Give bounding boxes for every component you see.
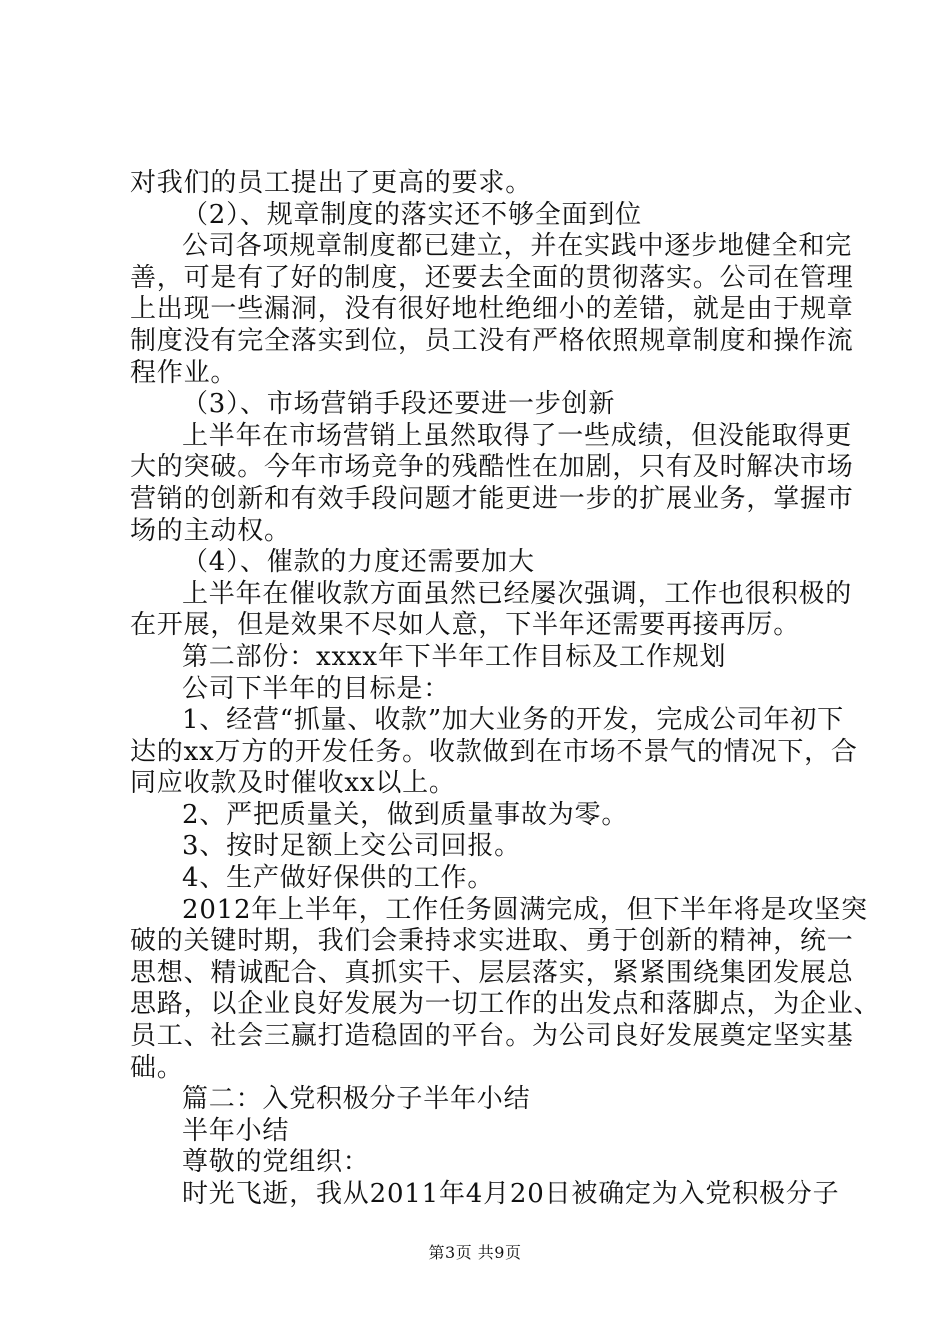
text-line: 对我们的员工提出了更高的要求。 (130, 168, 533, 198)
text-line: 上半年在市场营销上虽然取得了一些成绩，但没能取得更 (182, 420, 853, 451)
document-body (130, 168, 881, 1211)
text-line: 础。 (130, 1052, 184, 1083)
text-line: （4）、催款的力度还需要加大 (182, 547, 535, 578)
text-line: 第二部份：xxxx年下半年工作目标及工作规划 (182, 641, 727, 672)
text-line: 尊敬的党组织： (182, 1147, 370, 1178)
text-line: （2）、规章制度的落实还不够全面到位 (182, 199, 642, 230)
text-line: 思想、精诚配合、真抓实干、层层落实，紧紧围绕集团发展总 (130, 957, 854, 988)
text-line: 篇二：入党积极分子半年小结 (182, 1084, 531, 1115)
text-line: 2012年上半年，工作任务圆满完成，但下半年将是攻坚突 (182, 894, 868, 925)
text-line: 同应收款及时催收xx以上。 (130, 768, 456, 799)
page-footer: 第3页 共9页 (428, 1243, 522, 1262)
text-line: 半年小结 (182, 1115, 290, 1146)
text-line: 程作业。 (130, 357, 238, 388)
text-line: 3、按时足额上交公司回报。 (182, 831, 521, 862)
text-line: 员工、社会三赢打造稳固的平台。为公司良好发展奠定坚实基 (130, 1021, 854, 1052)
text-line: 公司各项规章制度都已建立，并在实践中逐步地健全和完 (182, 231, 853, 262)
text-line: 营销的创新和有效手段问题才能更进一步的扩展业务，掌握市 (130, 483, 854, 514)
text-line: 制度没有完全落实到位，员工没有严格依照规章制度和操作流 (130, 325, 854, 356)
text-line: 上半年在催收款方面虽然已经屡次强调，工作也很积极的 (182, 578, 853, 609)
text-line: 在开展，但是效果不尽如人意，下半年还需要再接再厉。 (130, 610, 801, 641)
text-line: 达的xx万方的开发任务。收款做到在市场不景气的情况下，合 (130, 736, 858, 767)
text-line: 时光飞逝，我从2011年4月20日被确定为入党积极分子 (182, 1179, 840, 1209)
text-line: 公司下半年的目标是： (182, 673, 451, 704)
text-line: 大的突破。今年市场竞争的残酷性在加剧，只有及时解决市场 (130, 452, 854, 483)
text-line: 场的主动权。 (130, 515, 291, 546)
text-line: 4、生产做好保供的工作。 (182, 863, 495, 894)
text-line: 破的关键时期，我们会秉持求实进取、勇于创新的精神，统一 (130, 926, 854, 957)
text-line: （3）、市场营销手段还要进一步创新 (182, 389, 616, 420)
text-line: 善，可是有了好的制度，还要去全面的贯彻落实。公司在管理 (130, 262, 854, 293)
text-line: 2、严把质量关，做到质量事故为零。 (182, 799, 629, 830)
text-line: 1、经营“抓量、收款”加大业务的开发，完成公司年初下 (182, 705, 844, 736)
text-line: 思路，以企业良好发展为一切工作的出发点和落脚点，为企业、 (130, 989, 881, 1020)
text-line: 上出现一些漏洞，没有很好地杜绝细小的差错，就是由于规章 (130, 294, 854, 325)
